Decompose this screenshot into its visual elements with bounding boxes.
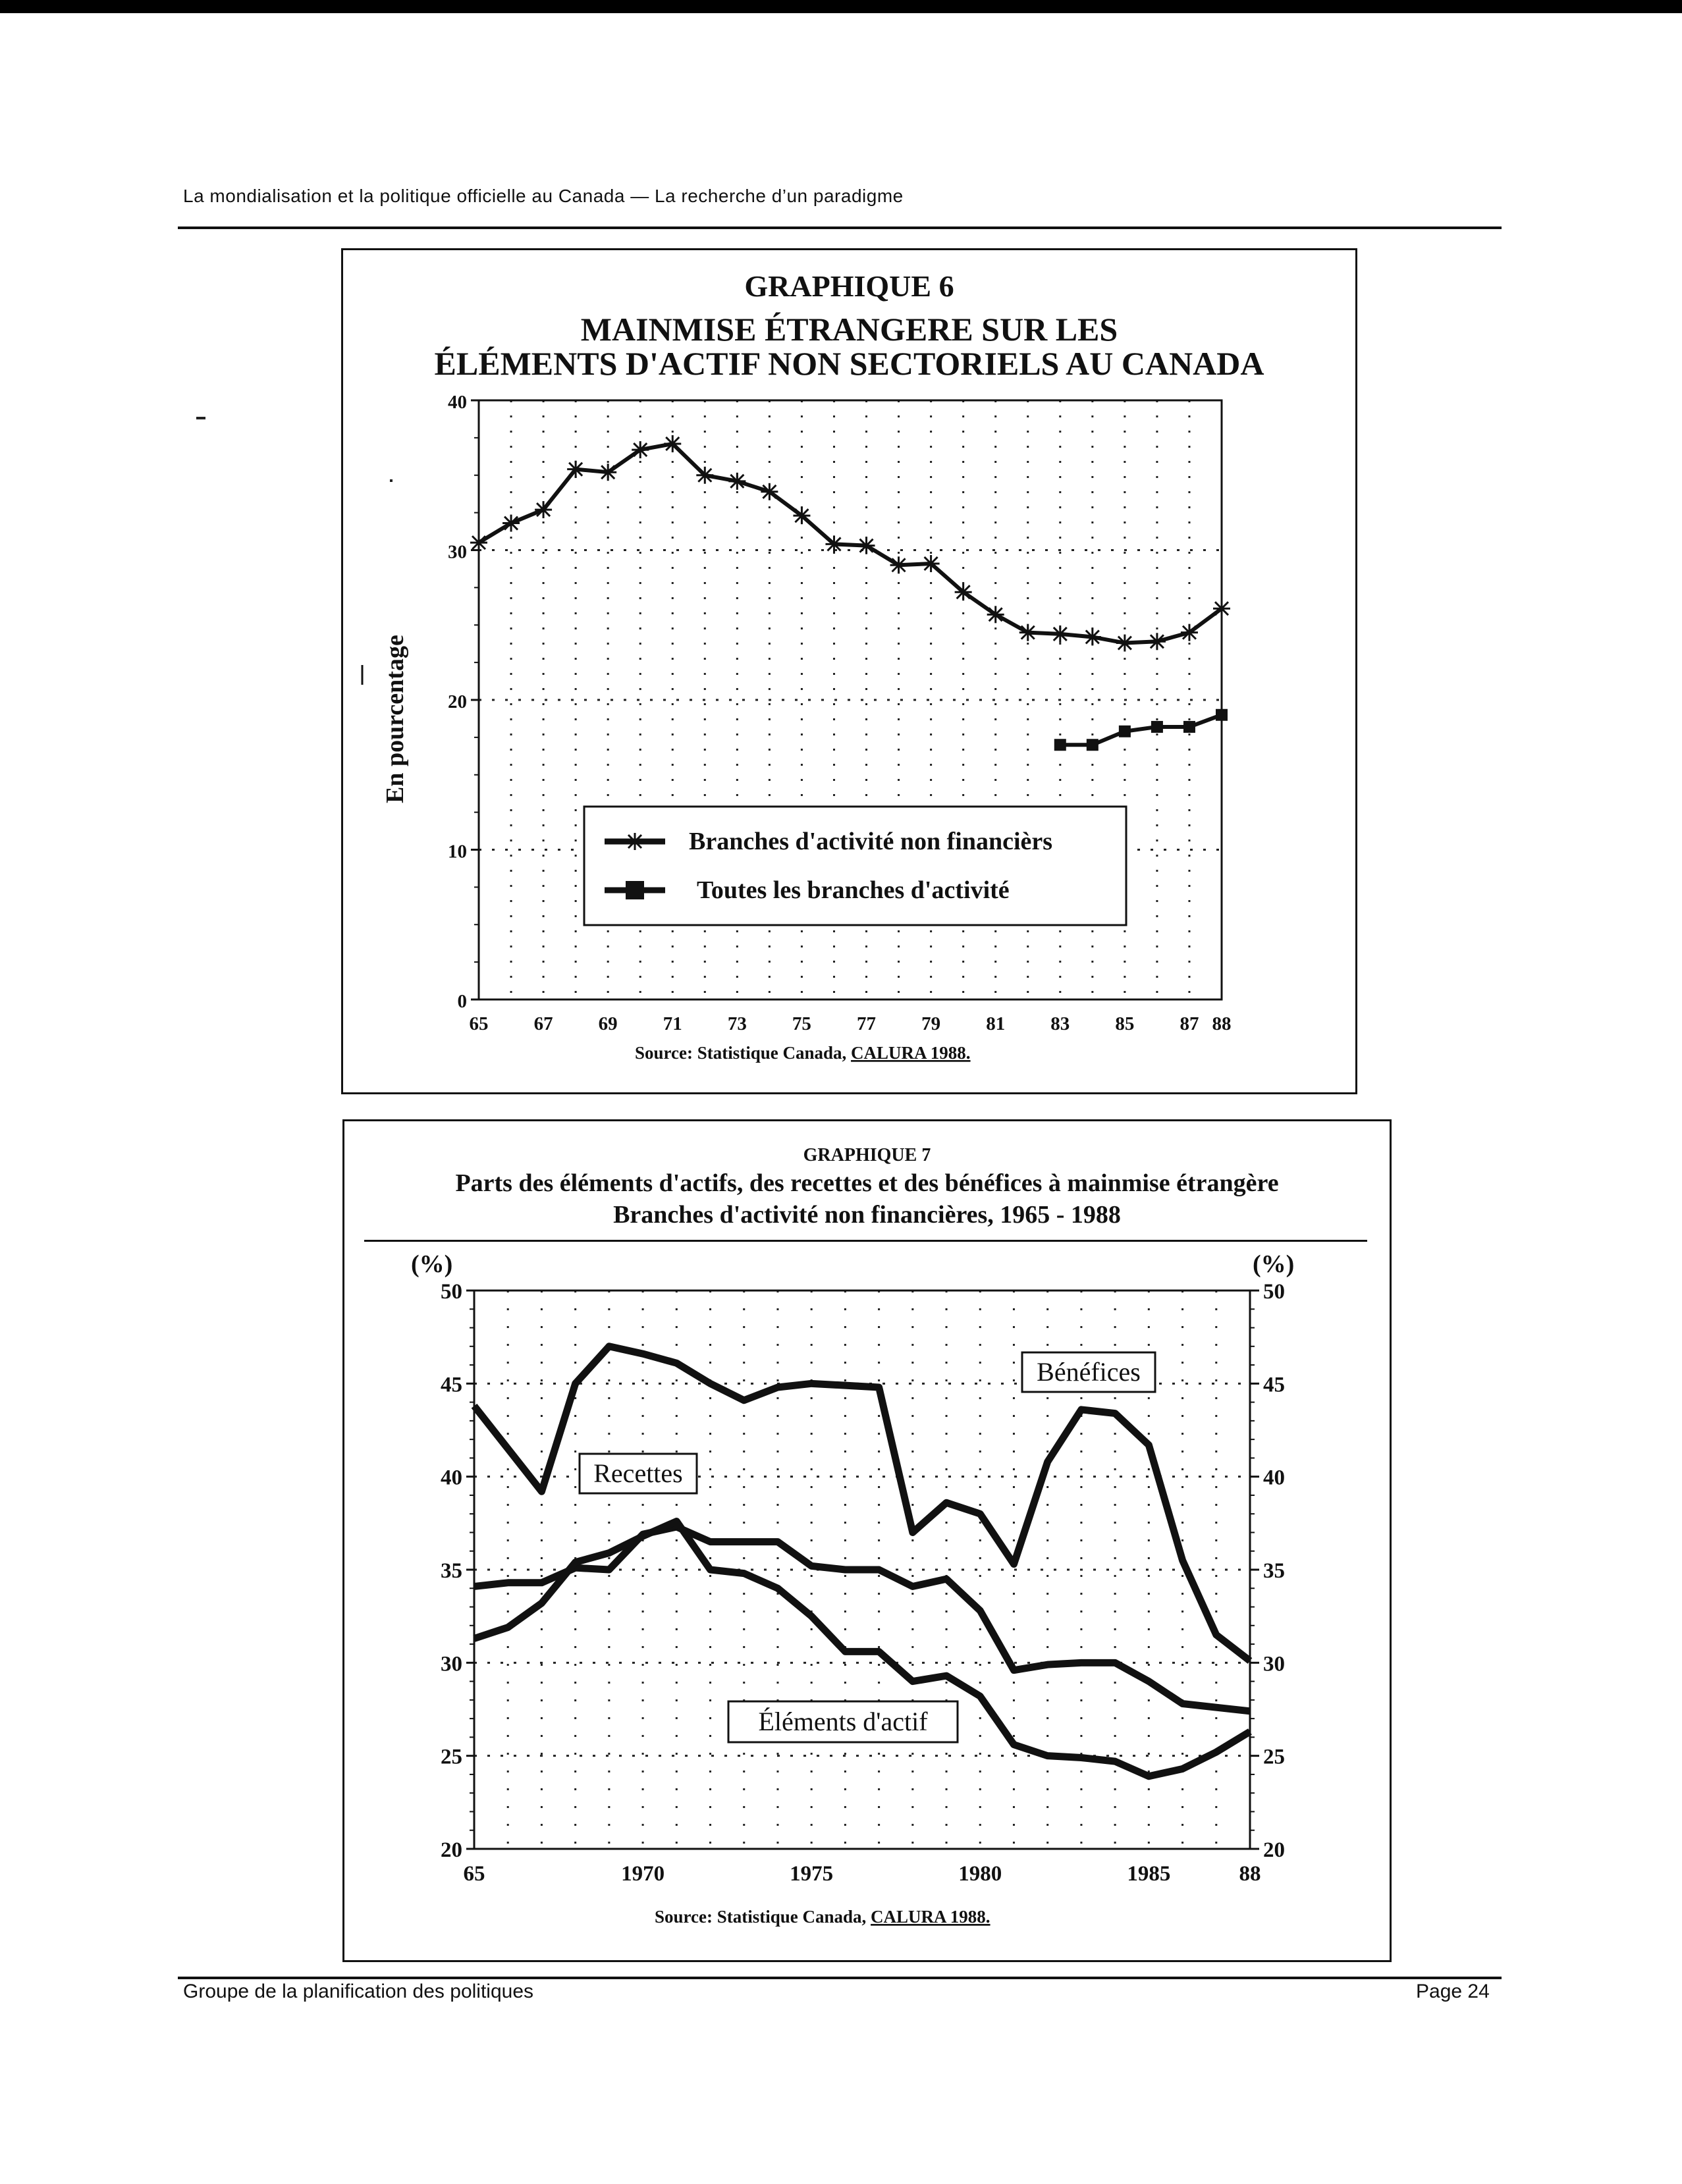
y-tick-label-right: 30	[1263, 1652, 1285, 1676]
y-tick-label-right: 45	[1263, 1373, 1285, 1397]
x-tick-label: 83	[1050, 1013, 1070, 1034]
y-tick-label-right: 40	[1263, 1466, 1285, 1490]
x-tick-label: 1980	[958, 1862, 1002, 1886]
running-head: La mondialisation et la politique officielle au Canada — La recherche d’un paradigme	[183, 186, 904, 206]
y-tick-label: 20	[448, 691, 467, 712]
chart7-ylabel-left: (%)	[411, 1250, 453, 1278]
chart7-title-line2: Branches d'activité non financières, 1965 - 1988	[613, 1201, 1121, 1229]
x-tick-label: 88	[1212, 1013, 1232, 1034]
chart7-ylabel-right: (%)	[1253, 1250, 1295, 1278]
y-tick-label: 45	[441, 1373, 462, 1397]
y-tick-label-right: 50	[1263, 1280, 1285, 1304]
x-tick-label: 85	[1115, 1013, 1135, 1034]
y-tick-label: 50	[441, 1280, 462, 1304]
footer-left: Groupe de la planification des politiques	[183, 1981, 534, 2002]
x-tick-label: 1975	[790, 1862, 834, 1886]
x-tick-label: 65	[463, 1862, 485, 1886]
x-tick-label: 79	[921, 1013, 941, 1034]
x-tick-label: 69	[598, 1013, 618, 1034]
y-tick-label: 35	[441, 1559, 462, 1583]
y-tick-label-right: 20	[1263, 1838, 1285, 1862]
chart6-source: Source: Statistique Canada, CALURA 1988.	[635, 1043, 971, 1063]
chart6-title-line2: ÉLÉMENTS D'ACTIF NON SECTORIELS AU CANADA	[434, 345, 1264, 382]
x-tick-label: 87	[1180, 1013, 1199, 1034]
x-tick-label: 75	[792, 1013, 811, 1034]
y-tick-label-right: 35	[1263, 1559, 1285, 1583]
annotation-elements-actif	[728, 1701, 958, 1742]
x-tick-label: 73	[727, 1013, 747, 1034]
chart7-ticks	[441, 1280, 1285, 1886]
y-tick-label: 0	[457, 991, 467, 1012]
y-tick-label: 30	[441, 1652, 462, 1676]
chart7-title-line1: Parts des éléments d'actifs, des recettes et des bénéfices à mainmise étrangère	[455, 1169, 1279, 1197]
chart6-label: GRAPHIQUE 6	[744, 269, 954, 303]
svg-text:Éléments d'actif: Éléments d'actif	[758, 1707, 928, 1736]
chart7-label: GRAPHIQUE 7	[803, 1145, 931, 1165]
y-tick-label: 40	[441, 1466, 462, 1490]
chart7-source: Source: Statistique Canada, CALURA 1988.	[655, 1907, 990, 1927]
y-tick-label: 30	[448, 541, 467, 563]
svg-text:Bénéfices: Bénéfices	[1037, 1357, 1141, 1387]
x-tick-label: 81	[986, 1013, 1006, 1034]
annotation-recettes	[580, 1454, 697, 1493]
x-tick-label: 67	[533, 1013, 553, 1034]
series-line-1	[474, 1346, 1250, 1661]
chart6-ylabel: En pourcentage	[381, 635, 409, 803]
annotation-benefices	[1022, 1352, 1155, 1392]
y-tick-label: 10	[448, 841, 467, 863]
y-tick-label: 40	[448, 392, 467, 413]
page-number: Page 24	[1416, 1981, 1490, 2002]
y-tick-label-right: 25	[1263, 1745, 1285, 1769]
footer-rule	[178, 1977, 1502, 1979]
x-tick-label: 71	[663, 1013, 682, 1034]
legend-label-all: Toutes les branches d'activité	[697, 876, 1010, 904]
y-tick-label: 25	[441, 1745, 462, 1769]
x-tick-label: 88	[1239, 1862, 1261, 1886]
x-tick-label: 77	[857, 1013, 877, 1034]
svg-text:Recettes: Recettes	[593, 1458, 683, 1488]
x-tick-label: 1970	[621, 1862, 665, 1886]
y-tick-label: 20	[441, 1838, 462, 1862]
x-tick-label: 1985	[1127, 1862, 1171, 1886]
x-tick-label: 65	[469, 1013, 489, 1034]
chart6-title-line1: MAINMISE ÉTRANGERE SUR LES	[580, 311, 1118, 348]
legend-label-nonfin: Branches d'activité non financièrs	[689, 828, 1053, 855]
